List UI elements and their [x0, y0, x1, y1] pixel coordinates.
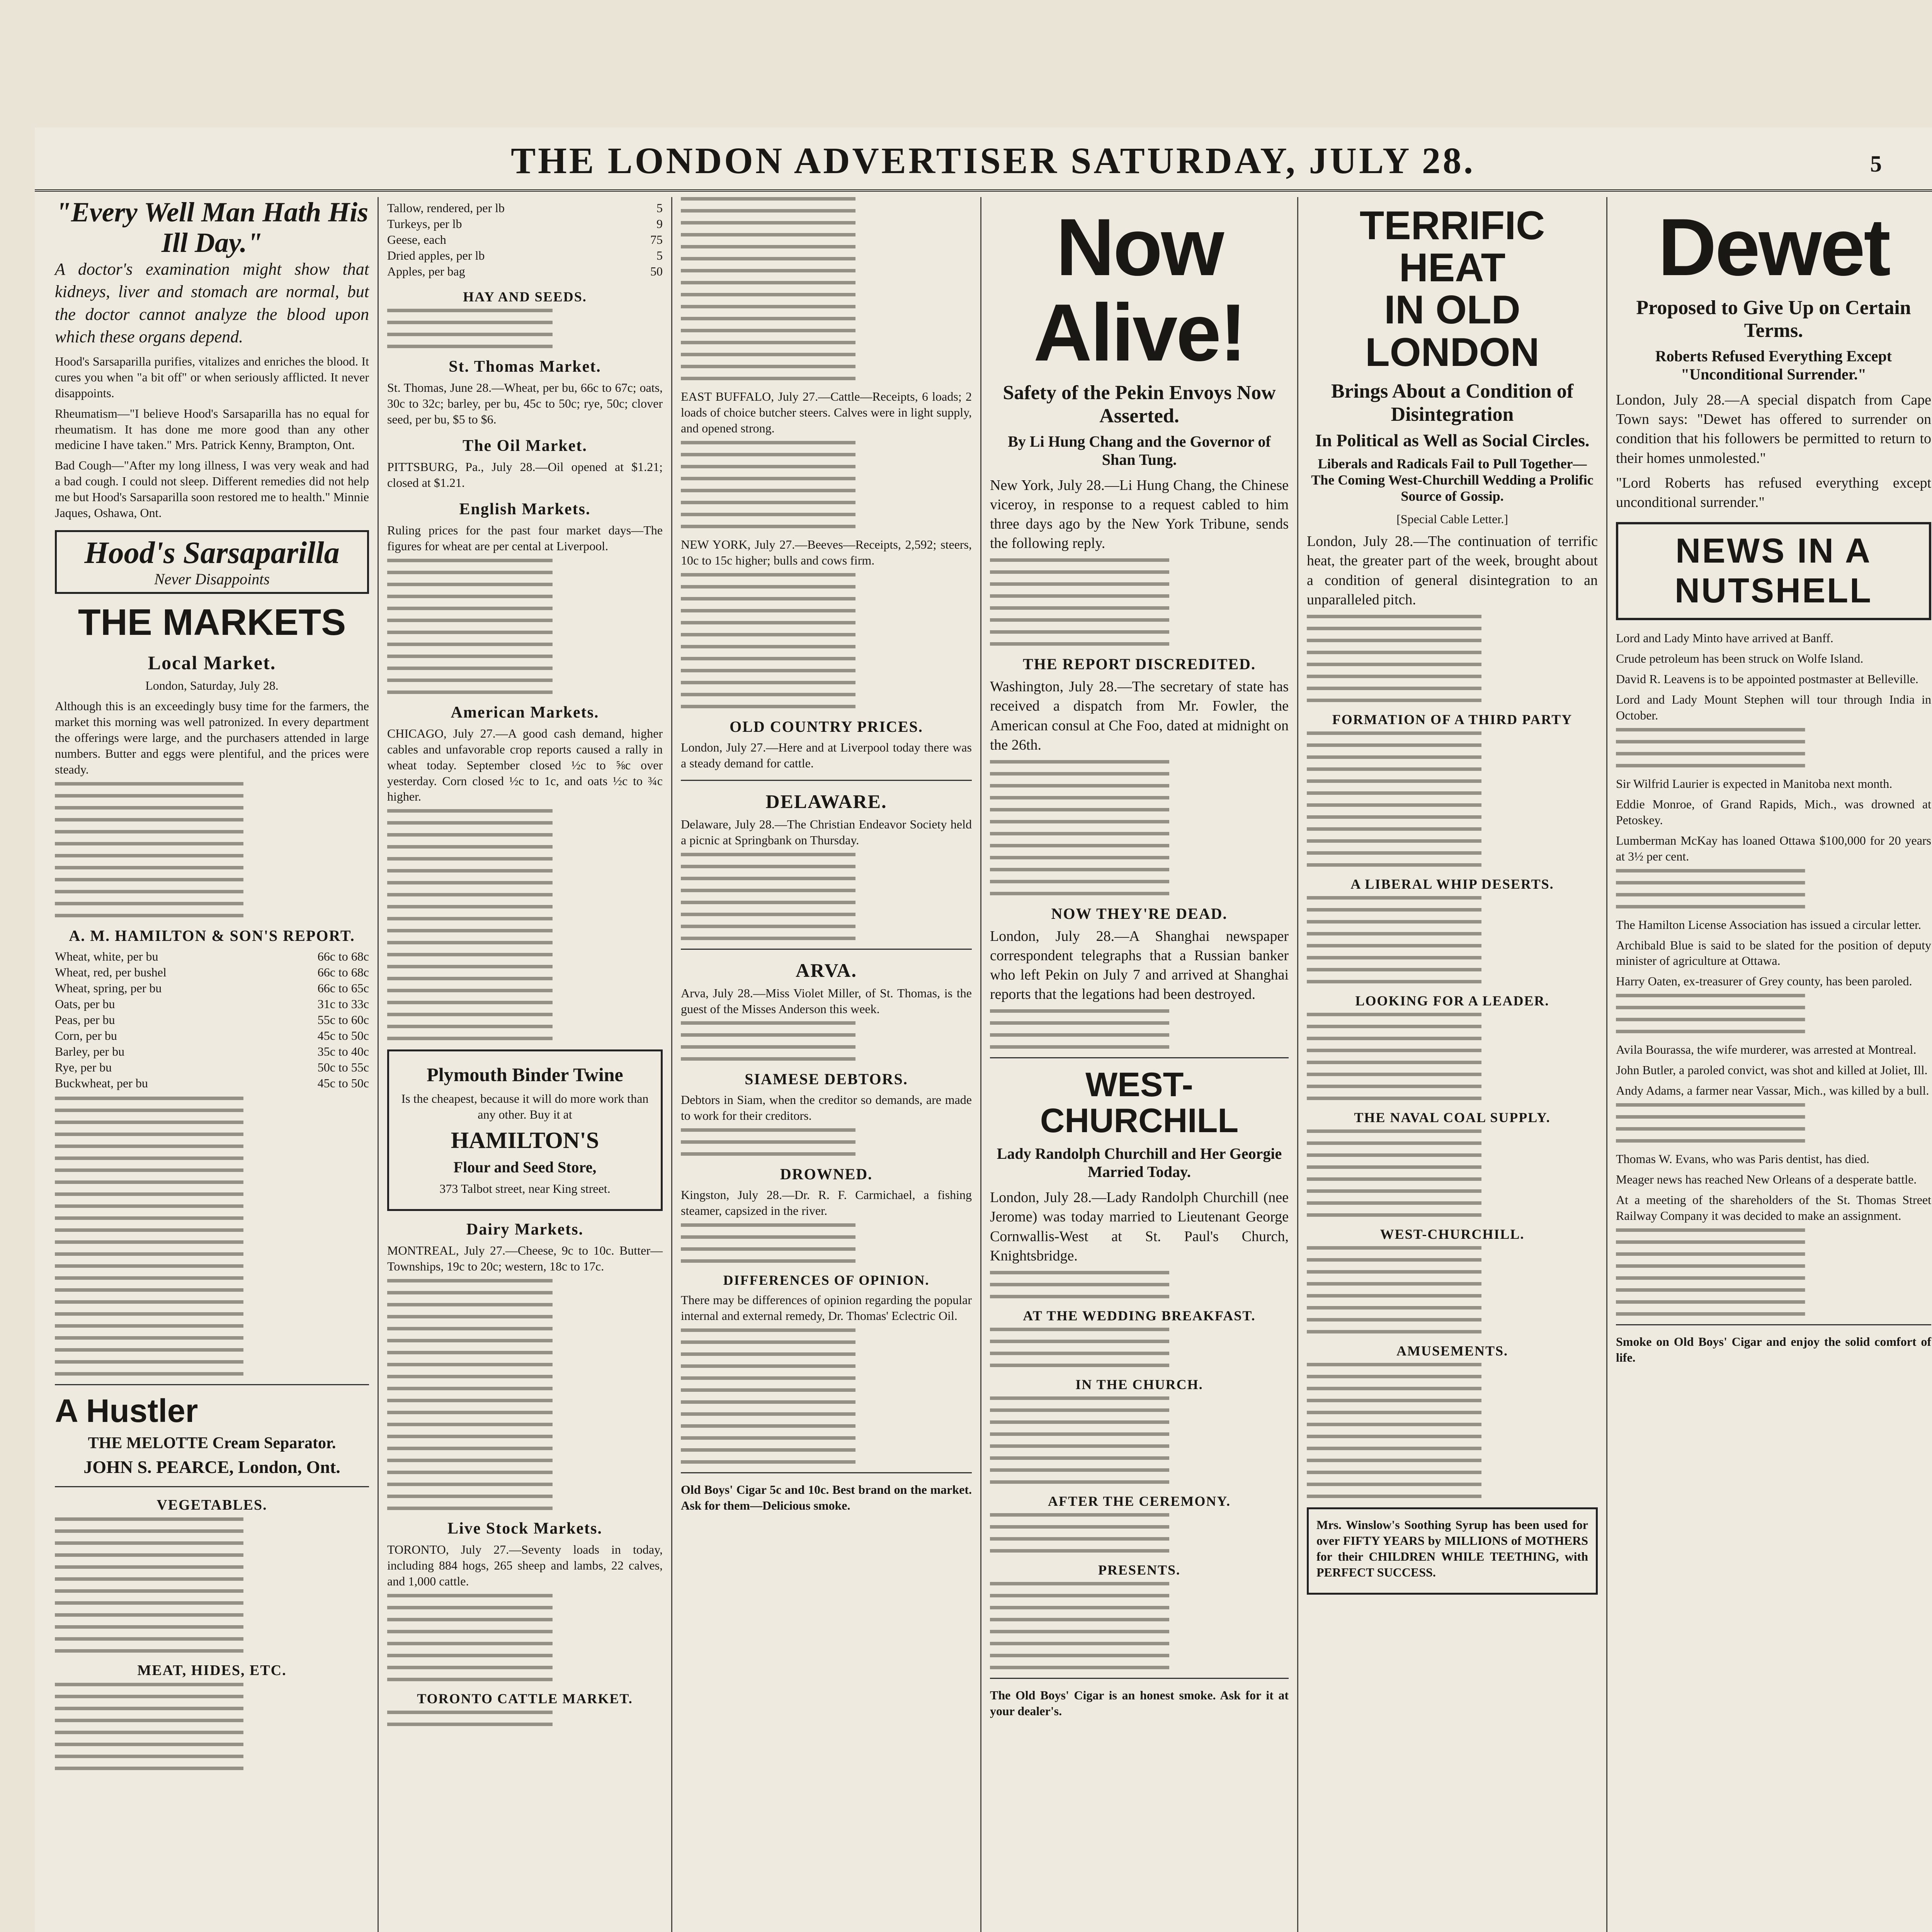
- list-item: John Butler, a paroled convict, was shot and killed at Joliet, Ill.: [1616, 1063, 1928, 1077]
- new-york-text: NEW YORK, July 27.—Beeves—Receipts, 2,592; steers, 10c to 15c higher; bulls and cows firm.: [681, 537, 972, 567]
- table-row: [55, 1060, 369, 1075]
- row-item: Barley, per bu: [55, 1044, 125, 1058]
- heat-cable: [Special Cable Letter.]: [1396, 512, 1508, 526]
- delaware-title: DELAWARE.: [765, 790, 887, 812]
- syrup-ad-text: Mrs. Winslow's Soothing Syrup has been used for over FIFTY YEARS by MILLIONS of MOTHERS for their CHILDREN WHILE TEETHING, with PERFECT SUCCESS.: [1316, 1517, 1588, 1579]
- column-6: [1607, 197, 1932, 1932]
- row-price: 50: [650, 264, 663, 278]
- heat-text: London, July 28.—The continuation of terrific heat, the greater part of the week, brought about a condition of general disintegration to an unparalleled pitch.: [1307, 533, 1598, 608]
- list-item: The Hamilton License Association has issued a circular letter.: [1616, 917, 1921, 932]
- list-item: Lord and Lady Mount Stephen will tour through India in October.: [1616, 692, 1931, 722]
- markets-title: THE MARKETS: [78, 602, 346, 643]
- oil-title: The Oil Market.: [463, 437, 587, 455]
- st-thomas-text: St. Thomas, June 28.—Wheat, per bu, 66c to 67c; oats, 30c to 32c; barley, per bu, 45c to 50c; rye, 50c; clover seed, per bu, $5 to $6.: [387, 381, 663, 426]
- local-market-title: Local Market.: [148, 652, 276, 674]
- row-price: 50c to 55c: [317, 1060, 369, 1074]
- dewet-deck: Roberts Refused Everything Except "Unconditional Surrender.": [1655, 347, 1892, 383]
- hoods-ad-copy: Hood's Sarsaparilla purifies, vitalizes and enriches the blood. It cures you when "a bit off" or when seriously afflicted. It never disappoints.: [55, 354, 369, 400]
- east-buffalo-text: EAST BUFFALO, July 27.—Cattle—Receipts, 6 loads; 2 loads of choice butcher steers. Calves were in light supply, and opened strong.: [681, 389, 972, 435]
- column-2: [379, 197, 672, 1932]
- row-price: 45c to 50c: [317, 1076, 369, 1090]
- now-theyre-dead-text: London, July 28.—A Shanghai newspaper correspondent telegraphs that a Russian banker who left Pekin on July 7 and arrived at Shanghai reports that the legations had been destroyed.: [990, 928, 1289, 1003]
- row-item: Apples, per bag: [387, 264, 465, 278]
- row-price: 55c to 60c: [317, 1012, 369, 1027]
- dewet-text: London, July 28.—A special dispatch from Cape Town says: "Dewet has offered to surrender on condition that his followers be permitted to return to their homes unmolested.": [1616, 392, 1931, 466]
- nutshell-banner: NEWS IN A NUTSHELL: [1616, 522, 1931, 620]
- row-item: Geese, each: [387, 233, 446, 247]
- west-churchill-headline: WEST-CHURCHILL: [1040, 1065, 1239, 1139]
- arva-title: ARVA.: [796, 959, 857, 981]
- hay-title: HAY AND SEEDS.: [463, 289, 587, 304]
- row-price: 66c to 68c: [317, 965, 369, 979]
- column-4: [981, 197, 1298, 1932]
- dairy-title: Dairy Markets.: [466, 1220, 584, 1238]
- toronto-cattle-title: TORONTO CATTLE MARKET.: [417, 1690, 633, 1706]
- list-item: At a meeting of the shareholders of the St. Thomas Street Railway Company it was decided to make an assignment.: [1616, 1193, 1931, 1223]
- heat-deck: Liberals and Radicals Fail to Pull Together—The Coming West-Churchill Wedding a Prolific Source of Gossip.: [1311, 456, 1594, 504]
- row-item: Wheat, white, per bu: [55, 949, 158, 963]
- dewet-subhead: Proposed to Give Up on Certain Terms.: [1636, 296, 1911, 342]
- now-alive-byline: By Li Hung Chang and the Governor of Shan Tung.: [1008, 432, 1271, 468]
- drowned-text: Kingston, July 28.—Dr. R. F. Carmichael, a fishing steamer, capsized in the river.: [681, 1188, 972, 1218]
- row-price: 75: [650, 233, 663, 247]
- table-row: [55, 1075, 369, 1091]
- row-item: Tallow, rendered, per lb: [387, 201, 505, 215]
- row-item: Turkeys, per lb: [387, 217, 462, 231]
- twine-ad: [387, 1049, 663, 1211]
- english-title: English Markets.: [459, 500, 591, 518]
- twine-title: Plymouth Binder Twine: [427, 1064, 623, 1086]
- dairy-text: MONTREAL, July 27.—Cheese, 9c to 10c. Butter—Townships, 19c to 20c; western, 18c to 17c.: [387, 1243, 663, 1273]
- table-row: [387, 232, 663, 248]
- oil-text: PITTSBURG, Pa., July 28.—Oil opened at $1.21; closed at $1.21.: [387, 459, 663, 490]
- table-row: [55, 1012, 369, 1028]
- hustler-subtitle: THE MELOTTE Cream Separator.: [88, 1434, 336, 1452]
- row-price: 5: [656, 201, 663, 215]
- produce-table: [387, 200, 663, 279]
- heat-subhead: Brings About a Condition of Disintegration: [1331, 380, 1574, 425]
- row-price: 35c to 40c: [317, 1044, 369, 1058]
- cigar-ad-3: Old Boys' Cigar 5c and 10c. Best brand on the market. Ask for them—Delicious smoke.: [681, 1483, 972, 1513]
- table-row: [55, 996, 369, 1012]
- vegetables-title: VEGETABLES.: [156, 1497, 267, 1514]
- arva-text: Arva, July 28.—Miss Violet Miller, of St. Thomas, is the guest of the Misses Anderson this week.: [681, 986, 972, 1016]
- list-item: Andy Adams, a farmer near Vassar, Mich., was killed by a bull.: [1616, 1083, 1929, 1098]
- row-price: 9: [656, 217, 663, 231]
- meat-title: MEAT, HIDES, ETC.: [137, 1662, 287, 1679]
- row-price: 5: [656, 248, 663, 262]
- west-churchill-title-5: WEST-CHURCHILL.: [1380, 1226, 1525, 1242]
- cigar-ad-4: The Old Boys' Cigar is an honest smoke. Ask for it at your dealer's.: [990, 1688, 1289, 1718]
- twine-store: Flour and Seed Store,: [453, 1158, 597, 1176]
- hoods-logo-box: [55, 530, 369, 594]
- siamese-text: Debtors in Siam, when the creditor so demands, are made to work for their creditors.: [681, 1093, 972, 1123]
- column-5: [1298, 197, 1607, 1932]
- row-price: 45c to 50c: [317, 1028, 369, 1043]
- table-row: [55, 1044, 369, 1060]
- table-row: [387, 248, 663, 264]
- report-discredited-title: THE REPORT DISCREDITED.: [1023, 655, 1256, 673]
- west-churchill-subhead: Lady Randolph Churchill and Her Georgie Married Today.: [997, 1145, 1282, 1181]
- hoods-brand: Hood's Sarsaparilla: [84, 536, 340, 570]
- hustler-agent: JOHN S. PEARCE, London, Ont.: [83, 1457, 340, 1477]
- heat-subhead-2: In Political as Well as Social Circles.: [1315, 430, 1590, 451]
- list-item: Crude petroleum has been struck on Wolfe Island.: [1616, 651, 1864, 665]
- hoods-ad-body: A doctor's examination might show that kidneys, liver and stomach are normal, but the doctor cannot analyze the blood upon which these organs depend.: [55, 260, 369, 346]
- table-row: [55, 964, 369, 980]
- column-1: [46, 197, 379, 1932]
- livestock-title: Live Stock Markets.: [447, 1519, 602, 1537]
- hoods-testimonial-2: Bad Cough—"After my long illness, I was very weak and had a bad cough. I could not sleep. Different remedies did not help me but Hood's Sarsaparilla soon restored me to health." Minnie Jaques, Oshawa, Ont.: [55, 458, 369, 520]
- third-party-title: FORMATION OF A THIRD PARTY: [1332, 711, 1573, 727]
- twine-address: 373 Talbot street, near King street.: [439, 1181, 611, 1196]
- page-number: 5: [1870, 151, 1882, 177]
- breakfast-title: AT THE WEDDING BREAKFAST.: [1023, 1308, 1256, 1323]
- list-item: Thomas W. Evans, who was Paris dentist, has died.: [1616, 1152, 1869, 1166]
- list-item: Harry Oaten, ex-treasurer of Grey county, has been paroled.: [1616, 974, 1912, 988]
- old-country-text: London, July 27.—Here and at Liverpool today there was a steady demand for cattle.: [681, 740, 972, 770]
- list-item: Archibald Blue is said to be slated for the position of deputy minister of agriculture at Ottawa.: [1616, 938, 1931, 968]
- differences-title: DIFFERENCES OF OPINION.: [723, 1272, 930, 1288]
- table-row: [55, 980, 369, 996]
- column-3: [672, 197, 981, 1932]
- st-thomas-title: St. Thomas Market.: [449, 358, 601, 376]
- table-row: [55, 1028, 369, 1044]
- list-item: David R. Leavens is to be appointed postmaster at Belleville.: [1616, 672, 1918, 686]
- now-alive-headline: Now Alive!: [1033, 202, 1245, 378]
- list-item: Lord and Lady Minto have arrived at Banff.: [1616, 631, 1833, 645]
- list-item: Lumberman McKay has loaned Ottawa $100,000 for 20 years at 3½ per cent.: [1616, 833, 1931, 863]
- old-country-title: OLD COUNTRY PRICES.: [730, 718, 923, 735]
- hoods-ad-headline: "Every Well Man Hath His Ill Day.": [55, 197, 369, 259]
- row-item: Dried apples, per lb: [387, 248, 485, 262]
- twine-brand: HAMILTON'S: [451, 1127, 599, 1153]
- heat-headline-1: TERRIFIC HEAT: [1359, 203, 1545, 291]
- table-row: [387, 216, 663, 232]
- dewet-quote: "Lord Roberts has refused everything except unconditional surrender.": [1616, 474, 1931, 510]
- livestock-text: TORONTO, July 27.—Seventy loads in today, including 884 hogs, 265 sheep and lambs, 22 calves, and 1,000 cattle.: [387, 1542, 663, 1588]
- hamilton-report-title: A. M. HAMILTON & SON'S REPORT.: [69, 927, 355, 944]
- row-price: 66c to 65c: [317, 981, 369, 995]
- row-item: Rye, per bu: [55, 1060, 112, 1074]
- row-item: Wheat, spring, per bu: [55, 981, 162, 995]
- now-alive-text: New York, July 28.—Li Hung Chang, the Chinese viceroy, in response to a request cabled to him three days ago by the New York Tribune, sends the following reply.: [990, 477, 1289, 552]
- heat-headline-2: IN OLD LONDON: [1365, 287, 1539, 375]
- row-item: Corn, per bu: [55, 1028, 117, 1043]
- dewet-headline: Dewet: [1658, 202, 1889, 293]
- amusements-title: AMUSEMENTS.: [1396, 1343, 1509, 1359]
- market-text: Although this is an exceedingly busy time for the farmers, the market this morning was well patronized. In every department the offerings were large, and the purchasers attended in large numbers. Butter and eggs were plentiful, and the prices were steady.: [55, 699, 369, 776]
- hoods-slogan: Never Disappoints: [154, 570, 270, 588]
- differences-text: There may be differences of opinion regarding the popular internal and external remedy, Dr. Thomas' Eclectric Oil.: [681, 1293, 972, 1323]
- delaware-text: Delaware, July 28.—The Christian Endeavor Society held a picnic at Springbank on Thursday.: [681, 817, 972, 847]
- ceremony-title: AFTER THE CEREMONY.: [1048, 1493, 1231, 1509]
- leader-title: LOOKING FOR A LEADER.: [1355, 993, 1549, 1009]
- row-item: Buckwheat, per bu: [55, 1076, 148, 1090]
- presents-title: PRESENTS.: [1098, 1562, 1181, 1578]
- church-title: IN THE CHURCH.: [1075, 1376, 1203, 1392]
- list-item: Meager news has reached New Orleans of a desperate battle.: [1616, 1172, 1917, 1187]
- table-row: [387, 264, 663, 279]
- west-churchill-text: London, July 28.—Lady Randolph Churchill (nee Jerome) was today married to Lieutenant George Cornwallis-West at St. Paul's Church, Knightsbridge.: [990, 1189, 1289, 1264]
- american-title: American Markets.: [451, 703, 599, 721]
- naval-title: THE NAVAL COAL SUPPLY.: [1354, 1109, 1551, 1125]
- whip-title: A LIBERAL WHIP DESERTS.: [1350, 876, 1554, 892]
- list-item: Avila Bourassa, the wife murderer, was arrested at Montreal.: [1616, 1043, 1917, 1057]
- markets-dateline: London, Saturday, July 28.: [145, 679, 279, 693]
- american-text: CHICAGO, July 27.—A good cash demand, higher cables and unfavorable crop reports caused a rally in wheat today. September closed ½c to ⅝c over yesterday. Corn closed ½c to 1c, and oats ½c to ¾c higher.: [387, 726, 663, 804]
- report-discredited-text: Washington, July 28.—The secretary of state has received a dispatch from Mr. Fowler, the American consul at Che Foo, dated at midnight on the 26th.: [990, 679, 1289, 753]
- now-theyre-dead-title: NOW THEY'RE DEAD.: [1051, 905, 1228, 922]
- row-item: Peas, per bu: [55, 1012, 115, 1027]
- table-row: [387, 200, 663, 216]
- hamilton-report-table: [55, 949, 369, 1091]
- row-item: Oats, per bu: [55, 997, 115, 1011]
- twine-text: Is the cheapest, because it will do more work than any other. Buy it at: [401, 1091, 649, 1121]
- now-alive-subhead: Safety of the Pekin Envoys Now Asserted.: [1003, 382, 1276, 427]
- syrup-ad: [1307, 1507, 1598, 1595]
- hustler-title: A Hustler: [55, 1392, 198, 1429]
- hoods-testimonial-1: Rheumatism—"I believe Hood's Sarsaparilla has no equal for rheumatism. It has done me more good than any other medicine I have taken." Mrs. Patrick Kenny, Brampton, Ont.: [55, 406, 369, 452]
- table-row: [55, 949, 369, 964]
- list-item: Eddie Monroe, of Grand Rapids, Mich., was drowned at Petoskey.: [1616, 797, 1931, 827]
- row-item: Wheat, red, per bushel: [55, 965, 167, 979]
- siamese-title: SIAMESE DEBTORS.: [745, 1070, 908, 1088]
- row-price: 31c to 33c: [317, 997, 369, 1011]
- row-price: 66c to 68c: [317, 949, 369, 963]
- masthead: THE LONDON ADVERTISER SATURDAY, JULY 28.: [35, 131, 1932, 192]
- drowned-title: DROWNED.: [780, 1165, 873, 1183]
- cigar-ad-6: Smoke on Old Boys' Cigar and enjoy the solid comfort of life.: [1616, 1335, 1931, 1364]
- english-text: Ruling prices for the past four market days—The figures for wheat are per cental at Liverpool.: [387, 523, 663, 553]
- list-item: Sir Wilfrid Laurier is expected in Manitoba next month.: [1616, 776, 1893, 791]
